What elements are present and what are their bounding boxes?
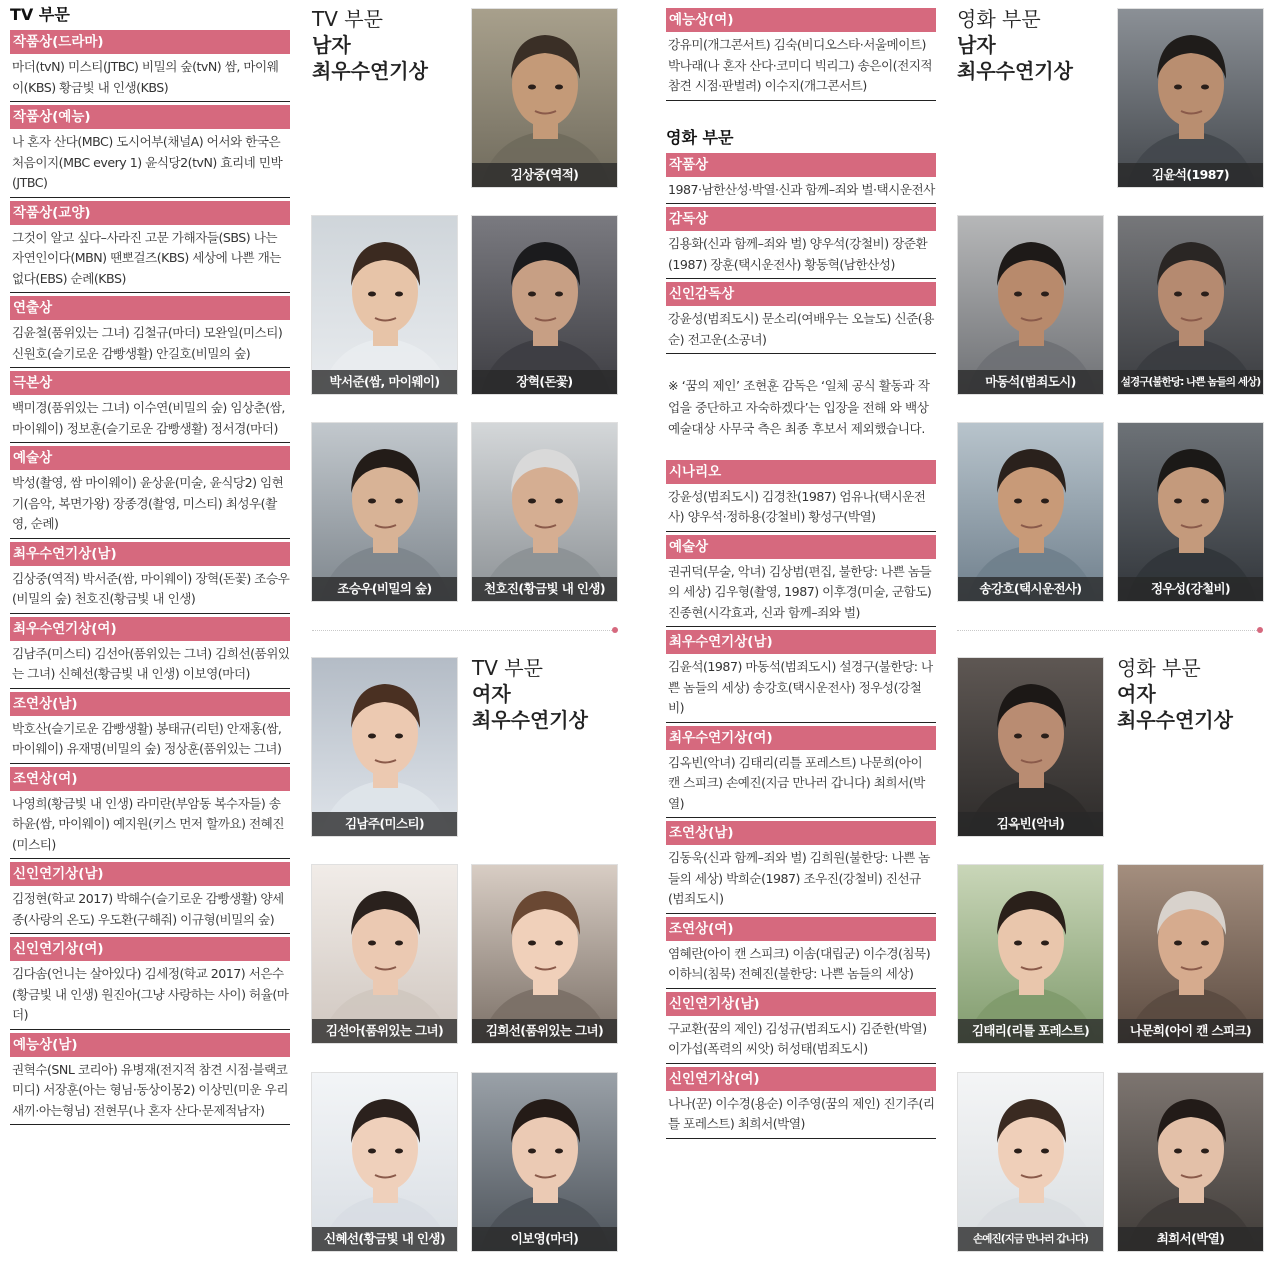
actor-photo xyxy=(1117,864,1264,1044)
category-title: 작품상 xyxy=(666,153,936,177)
portrait-image xyxy=(312,1073,458,1252)
photo-caption: 박서준(쌈, 마이웨이) xyxy=(312,370,457,394)
category-nominees: 김정현(학교 2017) 박해수(슬기로운 감빵생활) 양세종(사랑의 온도) 우도환(구해줘) 이규형(비밀의 숲) xyxy=(10,886,290,934)
photo-caption: 김태리(리틀 포레스트) xyxy=(958,1019,1103,1043)
category-block xyxy=(10,371,290,443)
category-title: 조연상(남) xyxy=(10,692,290,716)
category-block xyxy=(666,630,936,723)
category-nominees: 나 혼자 산다(MBC) 도시어부(채널A) 어서와 한국은 처음이지(MBC every 1) 윤식당2(tvN) 효리네 민박(JTBC) xyxy=(10,129,290,198)
actor-photo xyxy=(957,864,1104,1044)
portrait-image xyxy=(1118,1073,1264,1252)
heading-tv-female xyxy=(472,655,588,733)
tv-section-title: TV 부문 xyxy=(10,5,70,24)
category-block xyxy=(10,296,290,368)
actor-photo xyxy=(471,215,618,395)
portrait-image xyxy=(472,9,618,188)
actor-photo xyxy=(311,864,458,1044)
actor-photo xyxy=(957,422,1104,602)
category-title: 조연상(여) xyxy=(10,767,290,791)
portrait-image xyxy=(958,658,1104,837)
category-block xyxy=(666,8,936,101)
actor-photo xyxy=(311,215,458,395)
heading-section: 영화 부문 xyxy=(1117,656,1201,680)
actor-photo xyxy=(311,422,458,602)
category-title: 예능상(남) xyxy=(10,1033,290,1057)
portrait-image xyxy=(958,1073,1104,1252)
tv-nominee-column xyxy=(10,0,290,1128)
portrait-image xyxy=(312,423,458,602)
category-nominees: 강윤성(범죄도시) 문소리(여배우는 오늘도) 신준(용순) 전고운(소공녀) xyxy=(666,306,936,354)
category-block xyxy=(666,535,936,628)
portrait-image xyxy=(958,216,1104,395)
actor-photo xyxy=(311,657,458,837)
category-title: 작품상(예능) xyxy=(10,105,290,129)
portrait-image xyxy=(312,658,458,837)
actor-photo xyxy=(957,1072,1104,1252)
photo-caption: 신혜선(황금빛 내 인생) xyxy=(312,1227,457,1251)
photo-caption: 마동석(범죄도시) xyxy=(958,370,1103,394)
heading-gender: 여자 xyxy=(1117,682,1156,706)
category-title: 신인연기상(남) xyxy=(10,862,290,886)
category-nominees: 김옥빈(악녀) 김태리(리틀 포레스트) 나문희(아이 캔 스피크) 손예진(지금 만나러 갑니다) 최희서(박열) xyxy=(666,750,936,819)
exclusion-note: ※ ‘꿈의 제인’ 조현훈 감독은 ‘일체 공식 활동과 작업을 중단하고 자숙하겠다’는 입장을 전해 와 백상예술대상 사무국 측은 최종 후보서 제외했습니다. xyxy=(668,378,930,436)
category-title: 신인연기상(여) xyxy=(10,937,290,961)
category-nominees: 구교환(꿈의 제인) 김성규(범죄도시) 김준한(박열) 이가섭(폭력의 씨앗) 허성태(범죄도시) xyxy=(666,1016,936,1064)
category-block xyxy=(666,1067,936,1139)
category-block xyxy=(10,1033,290,1126)
category-title: 시나리오 xyxy=(666,460,936,484)
actor-photo xyxy=(1117,1072,1264,1252)
portrait-image xyxy=(1118,865,1264,1044)
category-block xyxy=(10,105,290,198)
photo-caption: 최희서(박열) xyxy=(1118,1227,1263,1251)
photo-caption: 김윤석(1987) xyxy=(1118,163,1263,187)
category-title: 예능상(여) xyxy=(666,8,936,32)
category-nominees: 나영희(황금빛 내 인생) 라미란(부암동 복수자들) 송하윤(쌈, 마이웨이) 예지원(키스 먼저 할까요) 전혜진(미스티) xyxy=(10,791,290,860)
heading-award: 최우수연기상 xyxy=(312,59,428,83)
category-title: 최우수연기상(남) xyxy=(10,542,290,566)
category-block xyxy=(10,30,290,102)
portrait-image xyxy=(472,216,618,395)
category-title: 최우수연기상(여) xyxy=(10,617,290,641)
photo-caption: 김남주(미스티) xyxy=(312,812,457,836)
actor-photo xyxy=(471,1072,618,1252)
category-block xyxy=(10,617,290,689)
photo-caption: 장혁(돈꽃) xyxy=(472,370,617,394)
portrait-image xyxy=(1118,216,1264,395)
category-title: 신인연기상(여) xyxy=(666,1067,936,1091)
divider-dot xyxy=(1257,627,1263,633)
category-nominees: 권혁수(SNL 코리아) 유병재(전지적 참견 시점·블랙코미디) 서장훈(아는 형님·동상이몽2) 이상민(미운 우리 새끼·아는형님) 전현무(나 혼자 산다·문제적남자) xyxy=(10,1057,290,1126)
category-title: 작품상(드라마) xyxy=(10,30,290,54)
category-block xyxy=(10,692,290,764)
category-nominees: 김상중(역적) 박서준(쌈, 마이웨이) 장혁(돈꽃) 조승우(비밀의 숲) 천호진(황금빛 내 인생) xyxy=(10,566,290,614)
photo-caption: 나문희(아이 캔 스피크) xyxy=(1118,1019,1263,1043)
heading-section: 영화 부문 xyxy=(957,7,1041,31)
category-title: 신인감독상 xyxy=(666,282,936,306)
category-block xyxy=(10,937,290,1030)
category-block xyxy=(666,726,936,819)
category-block xyxy=(10,446,290,539)
actor-photo xyxy=(311,1072,458,1252)
movie-category-list xyxy=(666,153,936,355)
category-nominees: 박호산(슬기로운 감빵생활) 봉태규(리턴) 안재홍(쌈, 마이웨이) 유재명(비밀의 숲) 정상훈(품위있는 그녀) xyxy=(10,716,290,764)
actor-photo xyxy=(471,864,618,1044)
photo-caption: 이보영(마더) xyxy=(472,1227,617,1251)
heading-gender: 여자 xyxy=(472,682,511,706)
category-block xyxy=(666,207,936,279)
category-block xyxy=(666,153,936,205)
tv-category-list xyxy=(10,30,290,1125)
category-title: 극본상 xyxy=(10,371,290,395)
heading-award: 최우수연기상 xyxy=(472,708,588,732)
category-title: 최우수연기상(남) xyxy=(666,630,936,654)
portrait-image xyxy=(1118,9,1264,188)
portrait-image xyxy=(1118,423,1264,602)
heading-tv-male xyxy=(312,6,428,84)
portrait-image xyxy=(312,216,458,395)
section-divider xyxy=(312,630,614,631)
actor-photo xyxy=(471,8,618,188)
photo-caption: 손예진(지금 만나러 갑니다) xyxy=(958,1227,1103,1251)
category-nominees: 그것이 알고 싶다–사라진 고문 가해자들(SBS) 나는 자연인이다(MBN) 땐뽀걸즈(KBS) 세상에 나쁜 개는 없다(EBS) 순례(KBS) xyxy=(10,225,290,294)
category-block xyxy=(666,460,936,532)
heading-movie-male xyxy=(957,6,1073,84)
category-nominees: 백미경(품위있는 그녀) 이수연(비밀의 숲) 임상춘(쌈, 마이웨이) 정보훈(슬기로운 감빵생활) 정서경(마더) xyxy=(10,395,290,443)
movie-category-list-continued xyxy=(666,460,936,1139)
category-nominees: 염혜란(아이 캔 스피크) 이솜(대립군) 이수경(침묵) 이하늬(침묵) 전혜진(불한당: 나쁜 놈들의 세상) xyxy=(666,941,936,989)
actor-photo xyxy=(957,657,1104,837)
photo-caption: 김선아(품위있는 그녀) xyxy=(312,1019,457,1043)
photo-caption: 김희선(품위있는 그녀) xyxy=(472,1019,617,1043)
category-title: 작품상(교양) xyxy=(10,201,290,225)
category-title: 조연상(여) xyxy=(666,917,936,941)
actor-photo xyxy=(1117,422,1264,602)
category-block xyxy=(666,917,936,989)
category-nominees: 나나(꾼) 이수경(용순) 이주영(꿈의 제인) 진기주(리틀 포레스트) 최희서(박열) xyxy=(666,1091,936,1139)
category-title: 신인연기상(남) xyxy=(666,992,936,1016)
category-title: 감독상 xyxy=(666,207,936,231)
portrait-image xyxy=(312,865,458,1044)
portrait-image xyxy=(958,865,1104,1044)
category-title: 최우수연기상(여) xyxy=(666,726,936,750)
photo-caption: 송강호(택시운전사) xyxy=(958,577,1103,601)
heading-section: TV 부문 xyxy=(472,656,543,680)
category-block xyxy=(10,542,290,614)
category-nominees: 1987·남한산성·박열·신과 함께–죄와 벌·택시운전사 xyxy=(666,177,936,205)
category-title: 예술상 xyxy=(10,446,290,470)
category-nominees: 마더(tvN) 미스티(JTBC) 비밀의 숲(tvN) 쌈, 마이웨이(KBS) 황금빛 내 인생(KBS) xyxy=(10,54,290,102)
portrait-image xyxy=(472,1073,618,1252)
category-nominees: 박성(촬영, 쌈 마이웨이) 윤상윤(미술, 윤식당2) 임현기(음악, 복면가왕) 장종경(촬영, 미스티) 최성우(촬영, 순례) xyxy=(10,470,290,539)
photo-caption: 천호진(황금빛 내 인생) xyxy=(472,577,617,601)
category-title: 연출상 xyxy=(10,296,290,320)
category-block xyxy=(10,201,290,294)
category-nominees: 김윤석(1987) 마동석(범죄도시) 설경구(불한당: 나쁜 놈들의 세상) 송강호(택시운전사) 정우성(강철비) xyxy=(666,654,936,723)
category-nominees: 김남주(미스티) 김선아(품위있는 그녀) 김희선(품위있는 그녀) 신혜선(황금빛 내 인생) 이보영(마더) xyxy=(10,641,290,689)
photo-caption: 정우성(강철비) xyxy=(1118,577,1263,601)
photo-caption: 김옥빈(악녀) xyxy=(958,812,1103,836)
photo-caption: 김상중(역적) xyxy=(472,163,617,187)
movie-section-title: 영화 부문 xyxy=(666,127,734,147)
actor-photo xyxy=(1117,215,1264,395)
category-nominees: 강윤성(범죄도시) 김경찬(1987) 엄유나(택시운전사) 양우석·정하용(강철비) 황성구(박열) xyxy=(666,484,936,532)
photo-caption: 조승우(비밀의 숲) xyxy=(312,577,457,601)
category-block xyxy=(666,821,936,914)
category-block xyxy=(666,992,936,1064)
category-block xyxy=(10,767,290,860)
category-nominees: 강유미(개그콘서트) 김숙(비디오스타·서울메이트) 박나래(나 혼자 산다·코미디 빅리그) 송은이(전지적 참견 시점·판벌려) 이수지(개그콘서트) xyxy=(666,32,936,101)
heading-gender: 남자 xyxy=(957,33,996,57)
category-nominees: 김윤철(품위있는 그녀) 김철규(마더) 모완일(미스티) 신원호(슬기로운 감빵생활) 안길호(비밀의 숲) xyxy=(10,320,290,368)
portrait-image xyxy=(472,865,618,1044)
category-nominees: 김용화(신과 함께–죄와 벌) 양우석(강철비) 장준환(1987) 장훈(택시운전사) 황동혁(남한산성) xyxy=(666,231,936,279)
category-nominees: 김다솜(언니는 살아있다) 김세정(학교 2017) 서은수(황금빛 내 인생) 원진아(그냥 사랑하는 사이) 허율(마더) xyxy=(10,961,290,1030)
category-block xyxy=(666,282,936,354)
category-block xyxy=(10,862,290,934)
actor-photo xyxy=(1117,8,1264,188)
movie-nominee-column xyxy=(666,0,936,1142)
portrait-image xyxy=(958,423,1104,602)
photo-caption: 설경구(불한당: 나쁜 놈들의 세상) xyxy=(1118,370,1263,394)
actor-photo xyxy=(957,215,1104,395)
heading-movie-female xyxy=(1117,655,1233,733)
actor-photo xyxy=(471,422,618,602)
heading-award: 최우수연기상 xyxy=(957,59,1073,83)
category-nominees: 김동욱(신과 함께–죄와 벌) 김희원(불한당: 나쁜 놈들의 세상) 박희순(1987) 조우진(강철비) 진선규(범죄도시) xyxy=(666,845,936,914)
heading-gender: 남자 xyxy=(312,33,351,57)
heading-section: TV 부문 xyxy=(312,7,383,31)
portrait-image xyxy=(472,423,618,602)
category-title: 예술상 xyxy=(666,535,936,559)
divider-dot xyxy=(612,627,618,633)
heading-award: 최우수연기상 xyxy=(1117,708,1233,732)
category-title: 조연상(남) xyxy=(666,821,936,845)
category-nominees: 권귀덕(무술, 악녀) 김상범(편집, 불한당: 나쁜 놈들의 세상) 김우형(촬영, 1987) 이후경(미술, 군함도) 진종현(시각효과, 신과 함께–죄와 벌) xyxy=(666,559,936,628)
section-divider xyxy=(957,630,1259,631)
